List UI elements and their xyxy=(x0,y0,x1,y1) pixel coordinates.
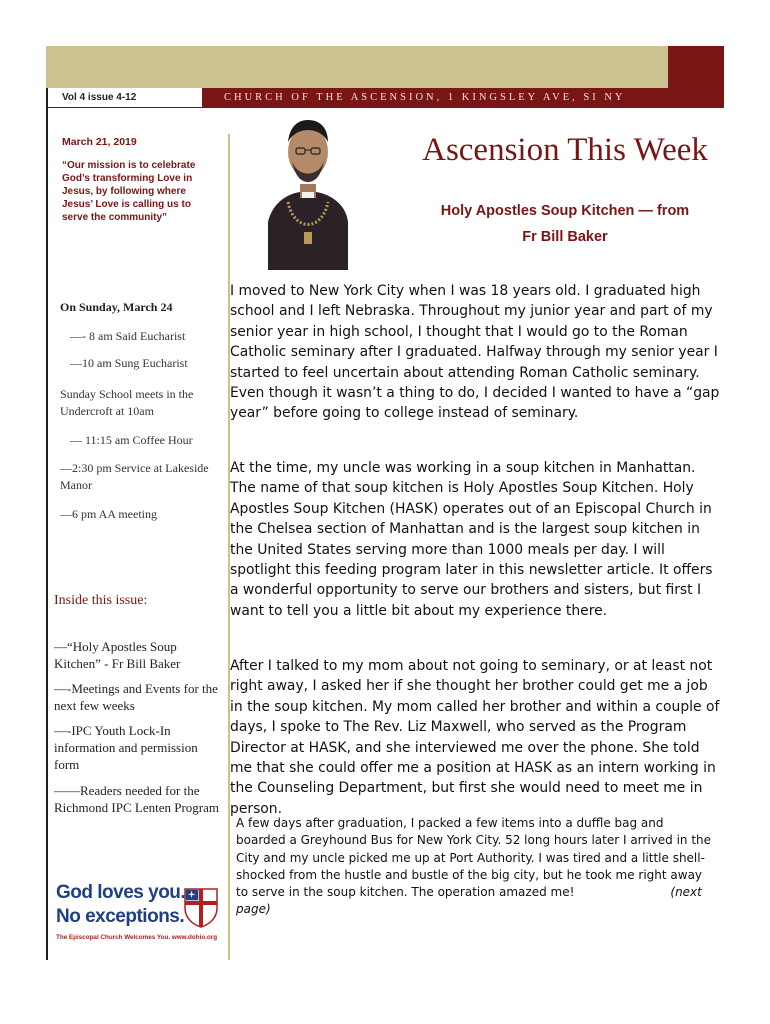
article-paragraph xyxy=(236,815,716,919)
schedule-item: Sunday School meets in the Undercroft at 10am xyxy=(60,387,194,418)
subtitle-line: Fr Bill Baker xyxy=(522,229,608,245)
paragraph-text: A few days after graduation, I packed a few items into a duffle bag and boarded a Greyhound Bus for New York City. 52 long hours later I arrived in the City and my uncle picked me up at Port Authority. I was tired and a little shell-shocked from the hustle and bustle of the big city, but he took me right away to serve in the soup kitchen. The operation amazed me! xyxy=(236,816,712,900)
episcopal-shield-icon xyxy=(184,888,218,928)
schedule-heading: On Sunday, March 24 xyxy=(60,300,173,314)
schedule-item: —- 8 am Said Eucharist xyxy=(70,329,186,343)
schedule-item: —2:30 pm Service at Lakeside Manor xyxy=(60,461,209,492)
article-paragraph: At the time, my uncle was working in a soup kitchen in Manhattan. The name of that soup kitchen is Holy Apostles Soup Kitchen. Holy Apostles Soup Kitchen (HASK) operates out of an Episcopal Church in the Chelsea section of Manhattan and is the largest soup kitchen in the United States serving more than 1000 meals per day. I will spotlight this feeding program later in this newsletter article. It offers a wonderful opportunity to serve our brothers and sisters, but first I want to tell you a little bit about my experience there. xyxy=(230,460,713,619)
inside-item: —“Holy Apostles Soup Kitchen” - Fr Bill Baker xyxy=(54,639,181,671)
volume-issue: Vol 4 issue 4-12 xyxy=(62,92,137,103)
newsletter-title: Ascension This Week xyxy=(422,132,708,168)
inside-item: ——Readers needed for the Richmond IPC Lenten Program xyxy=(54,783,220,815)
left-rule xyxy=(46,88,48,960)
inside-item: —-IPC Youth Lock-In information and permission form xyxy=(54,723,198,772)
next-page-link[interactable]: (next page) xyxy=(236,885,702,917)
logo-line2: No exceptions. xyxy=(56,906,185,927)
episcopal-logo xyxy=(56,882,224,952)
article-paragraph: I moved to New York City when I was 18 years old. I graduated high school and I left Nebraska. Throughout my junior year and part of my senior year in high school, I thought that I would go to the Roman Catholic seminary after I graduated. Halfway through my senior year I started to feel uncertain about attending Roman Catholic seminary. Even though it wasn’t a thing to do, I decided I wanted to have a “gap year” before going to college instead of seminary. xyxy=(230,283,720,422)
inside-item: —-Meetings and Events for the next few weeks xyxy=(54,681,218,713)
mission-statement: “Our mission is to celebrate God’s transforming Love in Jesus, by following where Jesus’ Love is calling us to serve the community” xyxy=(62,160,196,223)
article-paragraph: After I talked to my mom about not going to seminary, or at least not right away, I asked her if she thought her brother could get me a job in the soup kitchen. My mom called her brother and within a couple of days, I spoke to The Rev. Liz Maxwell, who served as the Program Director at HASK, and she interviewed me over the phone. She told me that she could offer me a position at HASK as an intern working in the Counseling Department, but first she would need to meet me in person. xyxy=(230,658,720,817)
schedule-item: —10 am Sung Eucharist xyxy=(70,356,188,370)
logo-tagline: The Episcopal Church Welcomes You. www.dohio.org xyxy=(56,934,218,941)
issue-date: March 21, 2019 xyxy=(62,136,137,148)
inside-issue-title: Inside this issue: xyxy=(54,593,148,608)
schedule-item: — 11:15 am Coffee Hour xyxy=(70,433,193,447)
subtitle-line: Holy Apostles Soup Kitchen — from xyxy=(440,203,690,219)
header-band xyxy=(46,46,668,88)
priest-photo xyxy=(266,112,350,270)
church-address-bar: CHURCH OF THE ASCENSION, 1 KINGSLEY AVE, SI NY xyxy=(202,88,724,108)
article-subtitle xyxy=(400,198,730,250)
logo-line1: God loves you. xyxy=(56,882,186,903)
schedule-item: —6 pm AA meeting xyxy=(60,507,157,521)
